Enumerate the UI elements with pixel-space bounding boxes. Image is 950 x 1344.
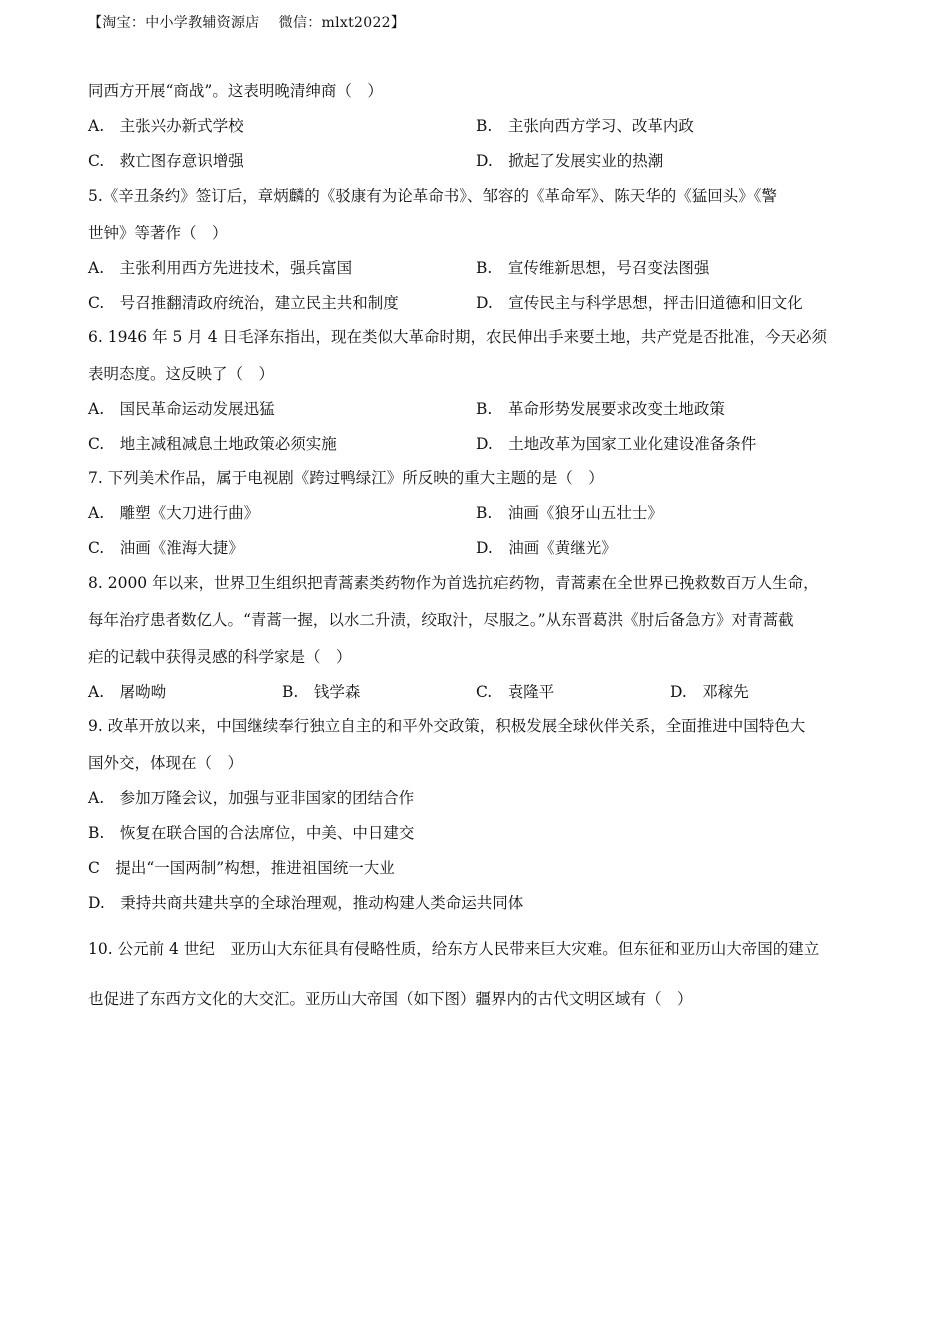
q6-option-d: D. 土地改革为国家工业化建设准备条件 [476, 435, 757, 453]
question-10-stem-line1: 10. 公元前 4 世纪 亚历山大东征具有侵略性质，给东方人民带来巨大灾难。但东征和亚历山大帝国的建立 [88, 940, 820, 958]
q9-option-b: B. 恢复在联合国的合法席位，中美、中日建交 [88, 824, 415, 842]
q4-option-a: A. 主张兴办新式学校 [88, 117, 244, 135]
question-9-stem-line1: 9. 改革开放以来，中国继续奉行独立自主的和平外交政策，积极发展全球伙伴关系，全面推进中国特色大 [88, 717, 806, 735]
q4-option-b: B. 主张向西方学习、改革内政 [476, 117, 694, 135]
q9-option-d: D. 秉持共商共建共享的全球治理观，推动构建人类命运共同体 [88, 894, 524, 912]
q9-option-c: C 提出“一国两制”构想，推进祖国统一大业 [88, 859, 395, 877]
q6-option-c: C. 地主减租减息土地政策必须实施 [88, 435, 337, 453]
q7-option-d: D. 油画《黄继光》 [476, 539, 617, 557]
q5-option-b: B. 宣传维新思想，号召变法图强 [476, 259, 710, 277]
q8-option-a: A. 屠呦呦 [88, 683, 167, 701]
q7-option-b: B. 油画《狼牙山五壮士》 [476, 504, 663, 522]
question-6-stem-line1: 6. 1946 年 5 月 4 日毛泽东指出，现在类似大革命时期，农民伸出手来要土地，共产党是否批准，今天必须 [88, 328, 828, 346]
q8-option-d: D. 邓稼先 [670, 683, 749, 701]
q4-option-d: D. 掀起了发展实业的热潮 [476, 152, 664, 170]
q9-option-a: A. 参加万隆会议，加强与亚非国家的团结合作 [88, 789, 415, 807]
question-7-stem: 7. 下列美术作品，属于电视剧《跨过鸭绿江》所反映的重大主题的是（ ） [88, 469, 604, 487]
q7-option-a: A. 雕塑《大刀进行曲》 [88, 504, 260, 522]
question-8-stem-line2: 每年治疗患者数亿人。“青蒿一握，以水二升渍，绞取汁，尽服之。”从东晋葛洪《肘后备急方》对青蒿截 [88, 611, 794, 629]
question-10-stem-line2: 也促进了东西方文化的大交汇。亚历山大帝国（如下图）疆界内的古代文明区域有（ ） [88, 990, 693, 1008]
question-6-stem-line2: 表明态度。这反映了（ ） [88, 365, 275, 383]
q5-option-c: C. 号召推翻清政府统治，建立民主共和制度 [88, 294, 399, 312]
question-8-stem-line1: 8. 2000 年以来，世界卫生组织把青蒿素类药物作为首选抗疟药物，青蒿素在全世界已挽救数百万人生命， [88, 574, 819, 592]
question-5-stem-line1: 5.《辛丑条约》签订后，章炳麟的《驳康有为论革命书》、邹容的《革命军》、陈天华的《猛回头》《警 [88, 187, 778, 205]
q7-option-c: C. 油画《淮海大捷》 [88, 539, 244, 557]
q8-option-b: B. 钱学森 [282, 683, 361, 701]
q8-option-c: C. 袁隆平 [476, 683, 555, 701]
question-8-stem-line3: 疟的记载中获得灵感的科学家是（ ） [88, 648, 352, 666]
q5-option-d: D. 宣传民主与科学思想，抨击旧道德和旧文化 [476, 294, 803, 312]
question-5-stem-line2: 世钟》等著作（ ） [88, 224, 228, 242]
q5-option-a: A. 主张利用西方先进技术，强兵富国 [88, 259, 353, 277]
q6-option-a: A. 国民革命运动发展迅猛 [88, 400, 275, 418]
page-header: 【淘宝：中小学教辅资源店 微信：mlxt2022】 [88, 15, 406, 31]
q6-option-b: B. 革命形势发展要求改变土地政策 [476, 400, 725, 418]
question-9-stem-line2: 国外交，体现在（ ） [88, 754, 244, 772]
question-4-stem: 同西方开展“商战”。这表明晚清绅商（ ） [88, 82, 383, 100]
q4-option-c: C. 救亡图存意识增强 [88, 152, 244, 170]
